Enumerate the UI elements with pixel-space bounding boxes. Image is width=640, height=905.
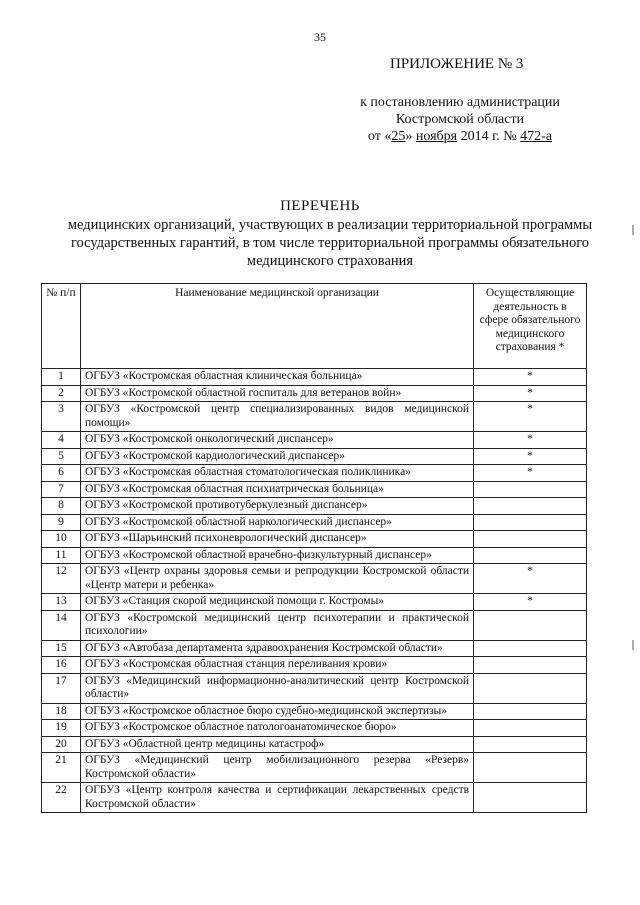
- table-header-row: [42, 284, 587, 369]
- organization-name: ОГБУЗ «Костромской кардиологический диспансер»: [80, 448, 473, 465]
- row-number: 8: [42, 498, 81, 515]
- row-number: 10: [42, 531, 81, 548]
- oms-mark: [474, 720, 587, 737]
- row-number: 20: [42, 736, 81, 753]
- decree-reference: [340, 94, 580, 145]
- oms-mark: *: [474, 448, 587, 465]
- organization-name: ОГБУЗ «Костромская областная стоматологическая поликлиника»: [80, 465, 473, 482]
- row-number: 15: [42, 640, 81, 657]
- table-row: [42, 564, 587, 594]
- decree-date-line: [340, 128, 580, 145]
- oms-mark: [474, 610, 587, 640]
- organization-name: ОГБУЗ «Костромской центр специализированных видов медицинской помощи»: [80, 402, 473, 432]
- oms-mark: [474, 783, 587, 813]
- organization-name: ОГБУЗ «Медицинский информационно-аналитический центр Костромской области»: [80, 673, 473, 703]
- decree-day: 25: [391, 129, 406, 144]
- row-number: 5: [42, 448, 81, 465]
- table-row: [42, 498, 587, 515]
- organization-name: ОГБУЗ «Станция скорой медицинской помощи г. Костромы»: [80, 594, 473, 611]
- row-number: 19: [42, 720, 81, 737]
- table-row: [42, 736, 587, 753]
- table-row: [42, 703, 587, 720]
- row-number: 1: [42, 369, 81, 386]
- scan-edge-mark: [632, 640, 634, 650]
- oms-mark: *: [474, 369, 587, 386]
- row-number: 3: [42, 402, 81, 432]
- oms-mark: *: [474, 594, 587, 611]
- oms-mark: [474, 531, 587, 548]
- oms-mark: *: [474, 465, 587, 482]
- organization-name: ОГБУЗ «Автобаза департамента здравоохранения Костромской области»: [80, 640, 473, 657]
- table-row: [42, 465, 587, 482]
- table-row: [42, 657, 587, 674]
- table-row: [42, 640, 587, 657]
- row-number: 13: [42, 594, 81, 611]
- organization-name: ОГБУЗ «Костромской медицинский центр психотерапии и практической психологии»: [80, 610, 473, 640]
- organization-name: ОГБУЗ «Костромской онкологический диспансер»: [80, 432, 473, 449]
- header-organization-name: Наименование медицинской организации: [80, 284, 473, 369]
- table-row: [42, 720, 587, 737]
- decree-line-1: к постановлению администрации: [360, 95, 560, 110]
- table-row: [42, 610, 587, 640]
- table-row: [42, 481, 587, 498]
- decree-date-suffix: 2014 г. №: [457, 129, 521, 144]
- decree-line-2: Костромской области: [395, 112, 525, 127]
- row-number: 14: [42, 610, 81, 640]
- table-row: [42, 448, 587, 465]
- table-row: [42, 385, 587, 402]
- decree-month: ноября: [415, 129, 458, 144]
- table-body: [42, 369, 587, 813]
- row-number: 16: [42, 657, 81, 674]
- oms-mark: [474, 703, 587, 720]
- row-number: 18: [42, 703, 81, 720]
- oms-mark: [474, 657, 587, 674]
- row-number: 12: [42, 564, 81, 594]
- document-title: ПЕРЕЧЕНЬ: [280, 198, 360, 214]
- decree-date-mid: »: [405, 129, 416, 144]
- row-number: 6: [42, 465, 81, 482]
- table-row: [42, 369, 587, 386]
- table-row: [42, 432, 587, 449]
- table-row: [42, 514, 587, 531]
- oms-mark: *: [474, 432, 587, 449]
- oms-mark: *: [474, 402, 587, 432]
- organization-name: ОГБУЗ «Костромское областное патологоанатомическое бюро»: [80, 720, 473, 737]
- header-oms-participation: Осуществляющие деятельность в сфере обязательного медицинского страхования *: [474, 284, 587, 369]
- organizations-table: [41, 283, 587, 813]
- page-number: 35: [314, 30, 326, 44]
- organization-name: ОГБУЗ «Костромская областная станция переливания крови»: [80, 657, 473, 674]
- organization-name: ОГБУЗ «Медицинский центр мобилизационного резерва «Резерв» Костромской области»: [80, 753, 473, 783]
- organization-name: ОГБУЗ «Костромской областной врачебно-физкультурный диспансер»: [80, 547, 473, 564]
- table-row: [42, 402, 587, 432]
- oms-mark: [474, 514, 587, 531]
- oms-mark: [474, 481, 587, 498]
- decree-date-prefix: от «: [367, 129, 392, 144]
- table-row: [42, 594, 587, 611]
- organization-name: ОГБУЗ «Костромская областная клиническая больница»: [80, 369, 473, 386]
- row-number: 11: [42, 547, 81, 564]
- oms-mark: [474, 498, 587, 515]
- table-row: [42, 783, 587, 813]
- scan-edge-mark: [632, 225, 634, 235]
- organization-name: ОГБУЗ «Центр контроля качества и сертификации лекарственных средств Костромской области»: [80, 783, 473, 813]
- oms-mark: [474, 736, 587, 753]
- row-number: 2: [42, 385, 81, 402]
- oms-mark: *: [474, 564, 587, 594]
- document-subtitle: медицинских организаций, участвующих в реализации территориальной программы государственных гарантий, в том числе территориальной программы обязательного медицинского страхования: [67, 217, 593, 269]
- row-number: 22: [42, 783, 81, 813]
- appendix-title: ПРИЛОЖЕНИЕ № 3: [390, 56, 524, 72]
- row-number: 7: [42, 481, 81, 498]
- organization-name: ОГБУЗ «Шарьинский психоневрологический диспансер»: [80, 531, 473, 548]
- header-number: № п/п: [42, 284, 81, 369]
- table-row: [42, 531, 587, 548]
- organization-name: ОГБУЗ «Костромской областной наркологический диспансер»: [80, 514, 473, 531]
- organization-name: ОГБУЗ «Костромской областной госпиталь для ветеранов войн»: [80, 385, 473, 402]
- organization-name: ОГБУЗ «Областной центр медицины катастроф»: [80, 736, 473, 753]
- organization-name: ОГБУЗ «Центр охраны здоровья семьи и репродукции Костромской области «Центр матери и ребенка»: [80, 564, 473, 594]
- decree-number: 472-а: [520, 129, 553, 144]
- row-number: 4: [42, 432, 81, 449]
- oms-mark: [474, 640, 587, 657]
- table-row: [42, 753, 587, 783]
- oms-mark: [474, 547, 587, 564]
- oms-mark: [474, 673, 587, 703]
- organization-name: ОГБУЗ «Костромское областное бюро судебно-медицинской экспертизы»: [80, 703, 473, 720]
- organization-name: ОГБУЗ «Костромская областная психиатрическая больница»: [80, 481, 473, 498]
- oms-mark: *: [474, 385, 587, 402]
- row-number: 9: [42, 514, 81, 531]
- table-row: [42, 673, 587, 703]
- table-row: [42, 547, 587, 564]
- row-number: 21: [42, 753, 81, 783]
- organization-name: ОГБУЗ «Костромской противотуберкулезный диспансер»: [80, 498, 473, 515]
- row-number: 17: [42, 673, 81, 703]
- oms-mark: [474, 753, 587, 783]
